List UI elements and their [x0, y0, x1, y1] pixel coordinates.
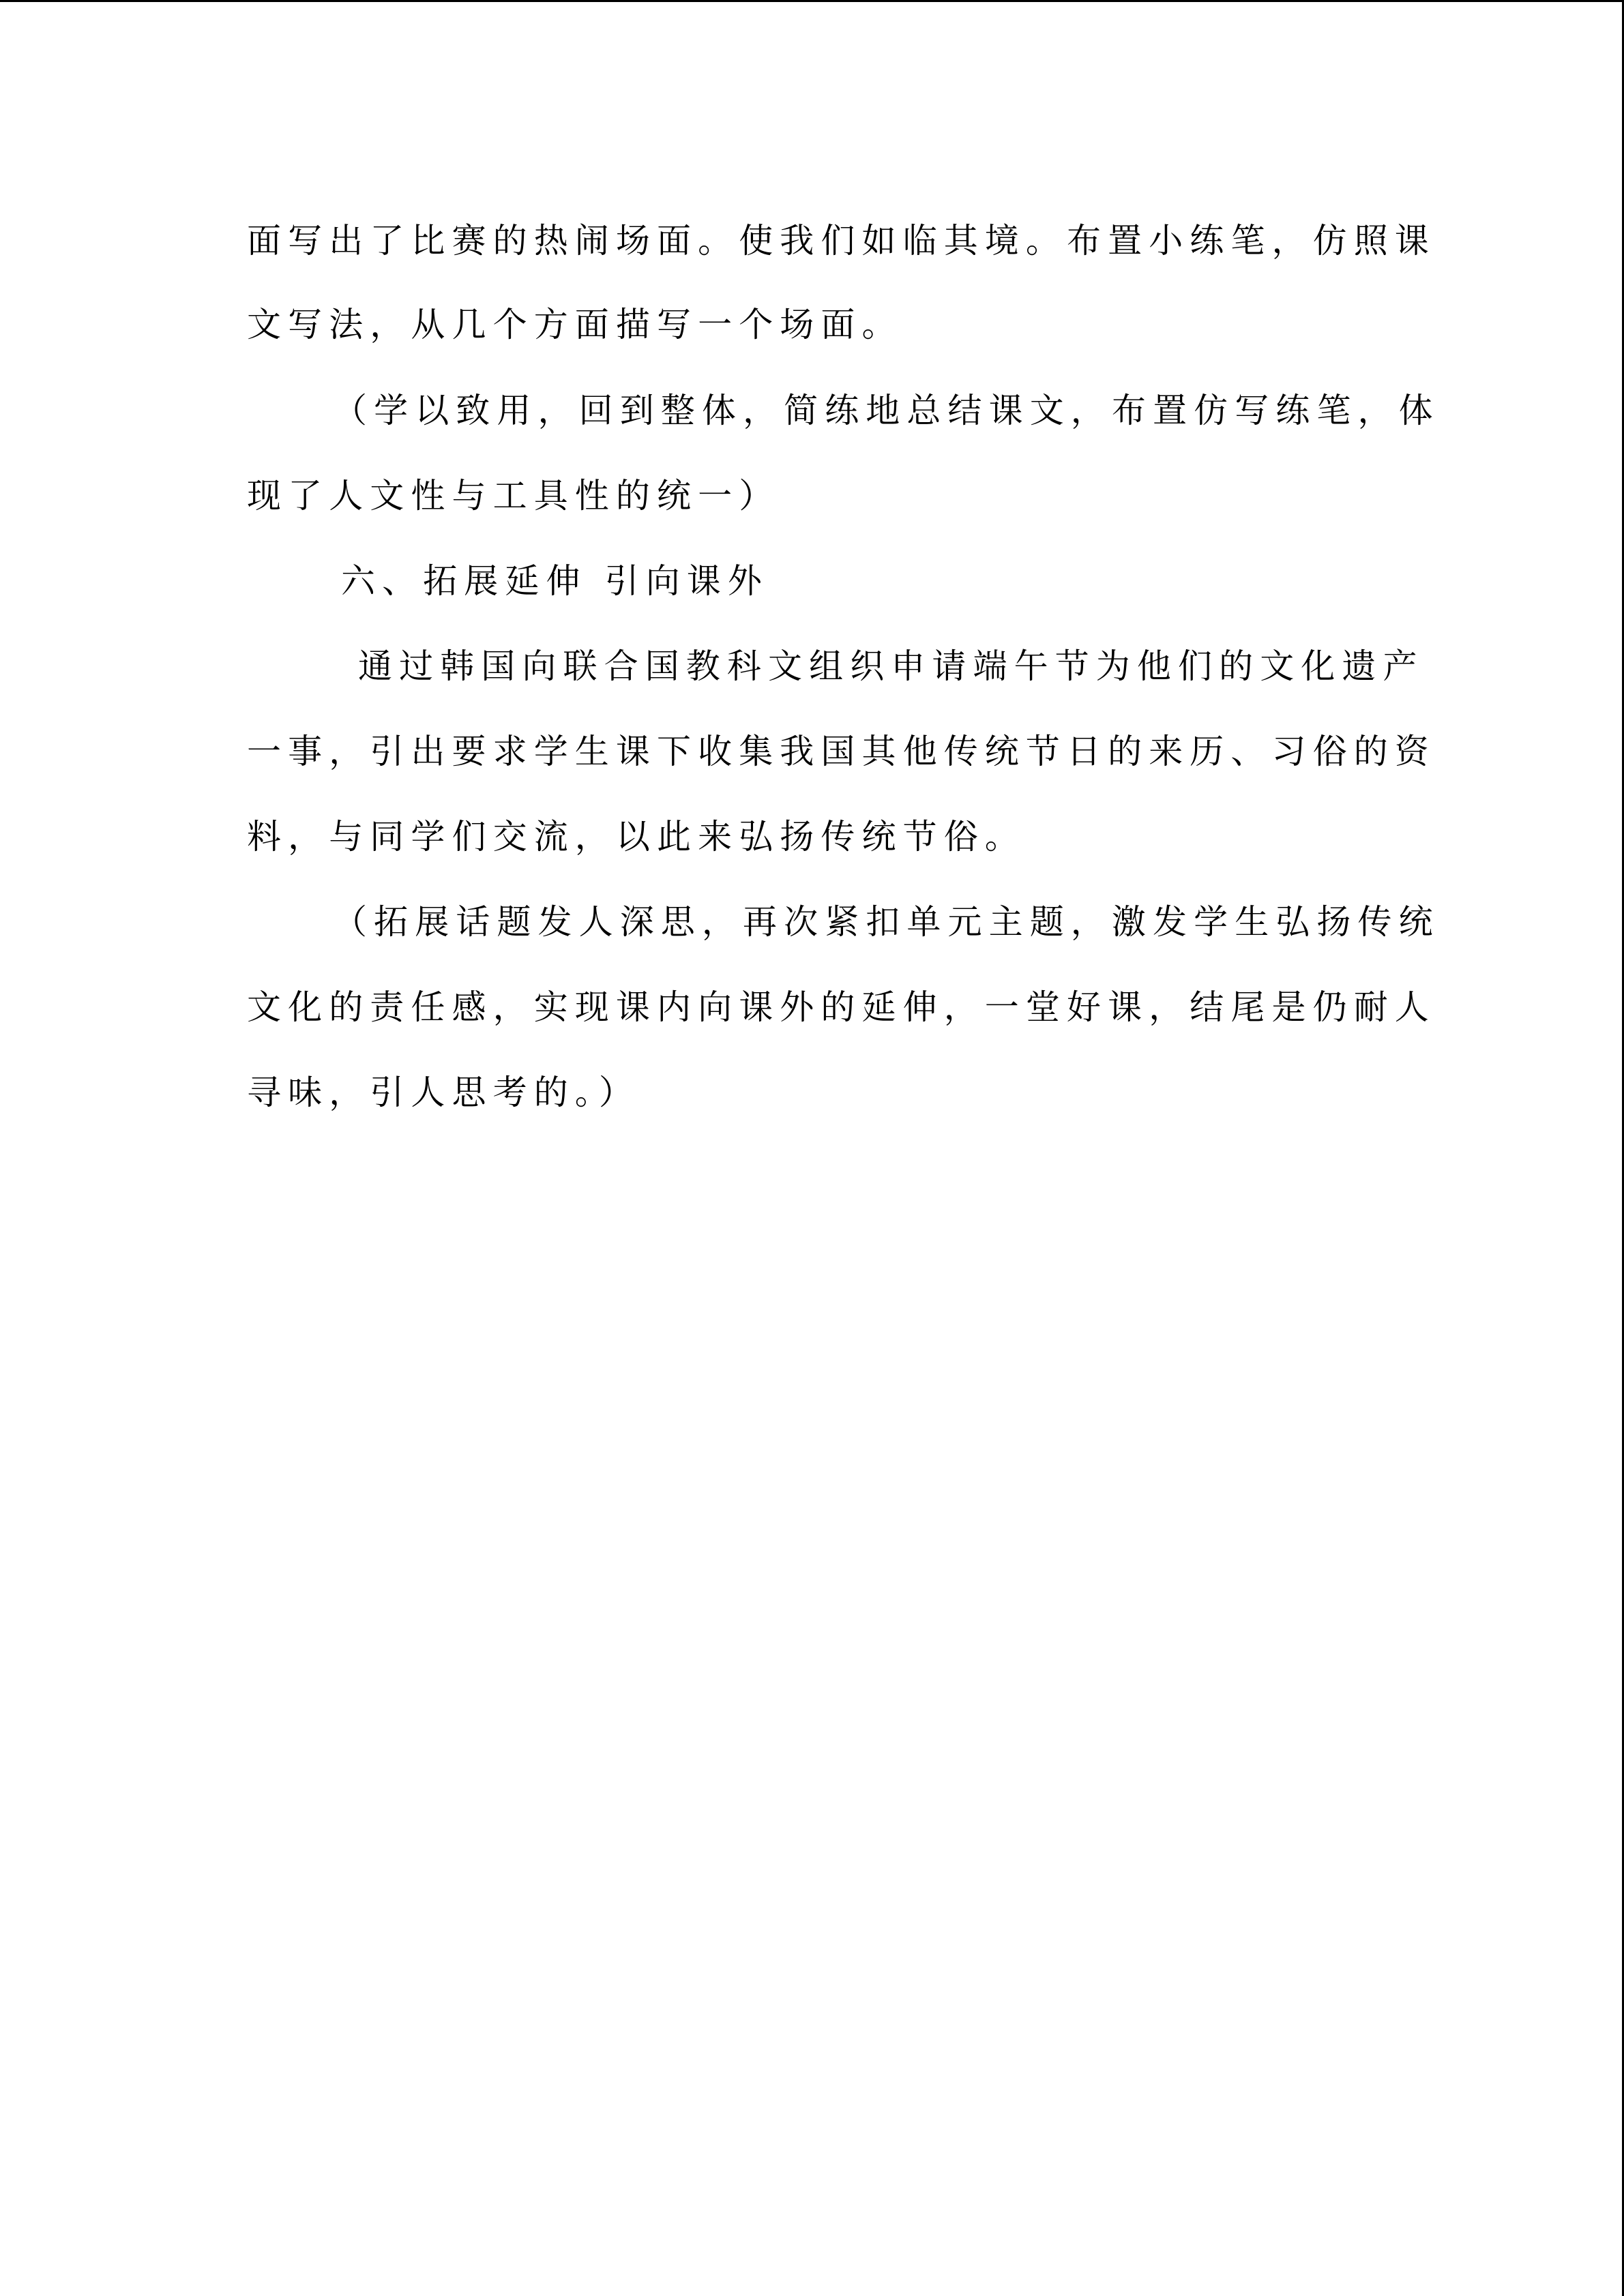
text-line-8: 料，与同学们交流，以此来弘扬传统节俗。: [247, 817, 1026, 856]
text-line-3: （学以致用，回到整体，简练地总结课文，布置仿写练笔，体: [333, 391, 1440, 430]
text-line-6: 通过韩国向联合国教科文组织申请端午节为他们的文化遗产: [358, 646, 1424, 686]
text-line-10: 文化的责任感，实现课内向课外的延伸，一堂好课，结尾是仍耐人: [247, 987, 1436, 1027]
text-line-2: 文写法，从几个方面描写一个场面。: [247, 305, 903, 344]
text-line-7: 一事，引出要求学生课下收集我国其他传统节日的来历、习俗的资: [247, 732, 1436, 771]
text-line-1: 面写出了比赛的热闹场面。使我们如临其境。布置小练笔，仿照课: [247, 221, 1436, 260]
text-line-9: （拓展话题发人深思，再次紧扣单元主题，激发学生弘扬传统: [333, 902, 1440, 942]
text-line-4: 现了人文性与工具性的统一）: [247, 476, 780, 516]
text-line-11: 寻味，引人思考的。）: [247, 1073, 640, 1112]
section-heading: 六、拓展延伸 引向课外: [341, 561, 769, 601]
